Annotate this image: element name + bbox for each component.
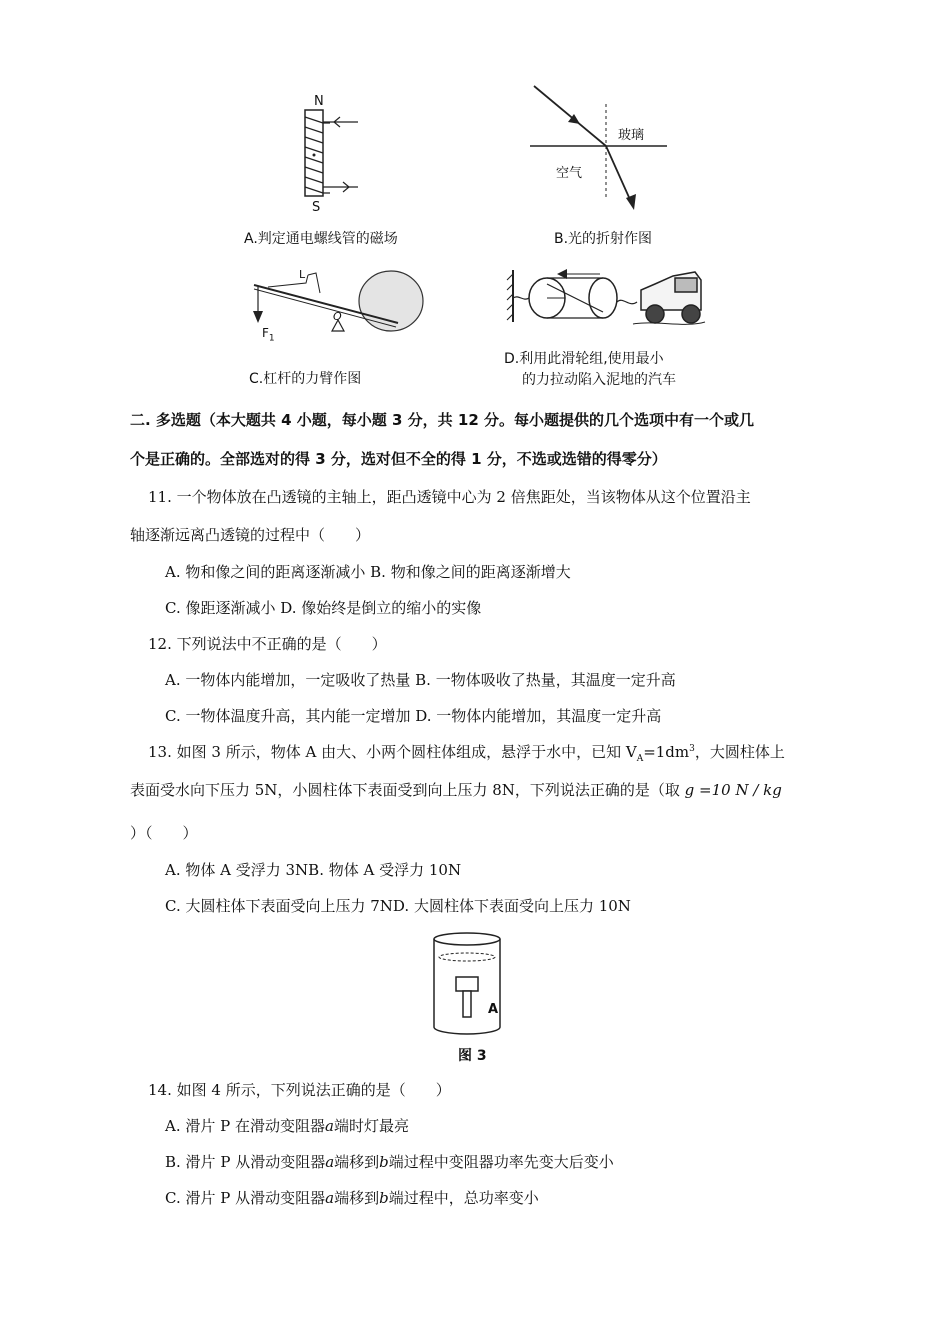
q13-stem-line-2 <box>130 779 782 800</box>
figure-b-caption: B.光的折射作图 <box>554 231 653 247</box>
q14-a-var: a <box>325 1117 334 1135</box>
label-air: 空气 <box>556 166 583 181</box>
q14-option-c <box>165 1187 539 1208</box>
q14-a-pre: A. 滑片 P 在滑动变阻器 <box>165 1117 325 1135</box>
lever-f-sub: 1 <box>268 333 275 344</box>
q14-c-mid: 端移到 <box>334 1189 380 1207</box>
q13-stem-line-3: ）（ ） <box>130 824 198 842</box>
q14-option-a <box>165 1115 409 1136</box>
q11-options-ab: A. 物和像之间的距离逐渐减小 B. 物和像之间的距离逐渐增大 <box>165 563 571 581</box>
q14-a-post: 端时灯最亮 <box>333 1117 409 1135</box>
q14-c-pre: C. 滑片 P 从滑动变阻器 <box>165 1189 326 1207</box>
figure-d-caption-1: D.利用此滑轮组,使用最小 <box>504 351 664 367</box>
refraction-diagram <box>530 84 675 219</box>
q14-c-var1: a <box>325 1189 335 1207</box>
q11-options-cd: C. 像距逐渐减小 D. 像始终是倒立的缩小的实像 <box>165 599 482 617</box>
q13-l1-post: ，大圆柱体上 <box>694 743 785 761</box>
q12-stem: 12. 下列说法中不正确的是（ ） <box>148 635 387 653</box>
section-2-header-line-1: 二. 多选题（本大题共 4 小题，每小题 3 分，共 12 分。每小题提供的几个选项中有一个或几 <box>130 411 755 429</box>
q14-b-var1: a <box>325 1153 335 1171</box>
section-2-header-line-2: 个是正确的。全部选对的得 3 分，选对但不全的得 1 分，不选或选错的得零分） <box>130 450 667 468</box>
q12-options-cd: C. 一物体温度升高，其内能一定增加 D. 一物体内能增加，其温度一定升高 <box>165 707 662 725</box>
figure-c-caption: C.杠杆的力臂作图 <box>249 371 362 387</box>
q14-c-var2: b <box>379 1189 389 1207</box>
lever-label-o: O <box>333 310 342 323</box>
q14-stem: 14. 如图 4 所示，下列说法正确的是（ ） <box>148 1081 451 1099</box>
q13-l1-sub: A <box>636 754 644 764</box>
q13-l2-pre: 表面受水向下压力 5N，小圆柱体下表面受到向上压力 8N，下列说法正确的是（取 <box>130 781 685 799</box>
q11-stem-line-1: 11. 一个物体放在凸透镜的主轴上，距凸透镜中心为 2 倍焦距处，当该物体从这个位置沿主 <box>148 488 751 506</box>
q13-l2-formula: g =10 N / kg <box>684 781 782 799</box>
lever-label-l: L <box>299 268 306 281</box>
figure-a-caption: A.判定通电螺线管的磁场 <box>244 231 398 247</box>
q13-options-cd: C. 大圆柱体下表面受向上压力 7ND. 大圆柱体下表面受向上压力 10N <box>165 897 631 915</box>
pulley-car-diagram <box>505 262 705 334</box>
lever-f: F <box>262 326 269 340</box>
q14-c-post: 端过程中，总功率变小 <box>388 1189 539 1207</box>
q13-stem-line-1 <box>148 741 785 764</box>
solenoid-diagram <box>290 105 380 200</box>
label-glass: 玻璃 <box>618 128 645 143</box>
figure-3-caption: 图 3 <box>458 1048 487 1064</box>
q12-options-ab: A. 一物体内能增加，一定吸收了热量 B. 一物体吸收了热量，其温度一定升高 <box>165 671 676 689</box>
figure-d-caption-2: 的力拉动陷入泥地的汽车 <box>522 372 676 388</box>
q13-options-ab: A. 物体 A 受浮力 3NB. 物体 A 受浮力 10N <box>165 861 462 879</box>
q13-l1-sup: 3 <box>689 744 695 754</box>
q14-b-pre: B. 滑片 P 从滑动变阻器 <box>165 1153 326 1171</box>
q14-b-post: 端过程中变阻器功率先变大后变小 <box>388 1153 614 1171</box>
figure-3-beaker <box>430 930 510 1042</box>
q14-b-var2: b <box>379 1153 389 1171</box>
figure-3-label-a: A <box>488 1002 499 1017</box>
q14-b-mid: 端移到 <box>334 1153 380 1171</box>
q11-stem-line-2: 轴逐渐远离凸透镜的过程中（ ） <box>130 526 371 544</box>
q13-l1-pre: 13. 如图 3 所示，物体 A 由大、小两个圆柱体组成，悬浮于水中，已知 V <box>148 743 637 761</box>
lever-diagram <box>248 265 428 345</box>
q13-l1-mid: =1dm <box>643 743 690 761</box>
lever-label-f <box>262 326 275 343</box>
solenoid-label-s: S <box>312 200 321 215</box>
solenoid-label-n: N <box>314 94 324 109</box>
q14-option-b <box>165 1151 614 1172</box>
